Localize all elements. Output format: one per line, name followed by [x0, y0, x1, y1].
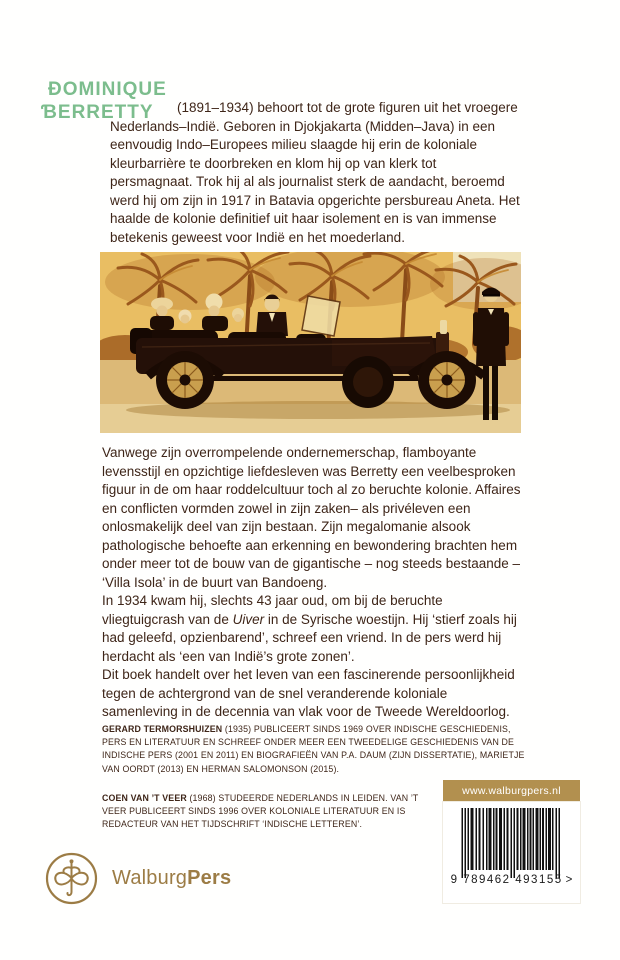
- bio-van-t-veer: [102, 792, 434, 832]
- back-cover-text: [102, 444, 521, 722]
- paragraph-death-end: in de Syrische woestijn. Hij ‘stierf zoals hij had geleefd, opzienbarend’, schreef een vriend. In de pers werd hij herdacht als ‘een van Indië’s grote zonen’.: [102, 611, 517, 664]
- barcode-bars: [454, 808, 569, 880]
- uiver-italic: Uiver: [232, 611, 265, 627]
- publisher-monogram-icon: [44, 851, 99, 906]
- book-title-line2: ƁERRETTY: [41, 102, 154, 123]
- bio-text: (1935) PUBLICEERT SINDS 1969 OVER INDISCHE GESCHIEDENIS, PERS EN LITERATUUR EN SCHREEF ONDER MEER EEN TWEEDELIGE GESCHIEDENIS VAN DE INDISCHE PERS (2001 EN 2011) EN BIOGRAFIEËN VAN P.A. DAUM (ZIJN DISSERTATIE), MARIETJE VAN OORDT (2013) EN HERMAN SALOMONSON (2015).: [102, 724, 525, 774]
- paragraph-career: Vanwege zijn overrompelende ondernemerschap, flamboyante levensstijl en opzichtige liefdesleven was Berretty een veelbesproken figuur in de om haar roddelcultuur toch al zo beruchte kolonie. Affaires en conflicten vormden zowel in zijn zaken– als privéleven een onlosmakelijk deel van zijn bestaan. Zijn megalomanie alsook pathologische behoefte aan erkenning en bewondering brachten hem onder meer tot de bouw van de gigantische – nog steeds bestaande – ‘Villa Isola’ in de buurt van Bandoeng.: [102, 445, 521, 590]
- paragraph-book-summary: Dit boek handelt over het leven van een fascinerende persoonlijkheid tegen de achtergrond van de snel veranderende koloniale samenleving in de decennia van vlak voor de Tweede Wereldoorlog.: [102, 667, 515, 719]
- barcode-arrow: >: [565, 874, 573, 886]
- publisher-name-bold: Pers: [187, 867, 232, 889]
- isbn-digits: [443, 874, 580, 886]
- bio-text: (1968) STUDEERDE NEDERLANDS IN LEIDEN. VAN ’T VEER PUBLICEERT SINDS 1996 OVER KOLONIALE LITERATUUR EN IS REDACTEUR VAN HET TIJDSCHRIFT ‘INDISCHE LETTEREN’.: [102, 792, 419, 830]
- publisher-name-light: Walburg: [112, 867, 188, 889]
- isbn-number: 9 789462 493155: [450, 874, 563, 886]
- vintage-car-photo-illustration: [100, 252, 521, 433]
- paragraph-death: [102, 592, 521, 666]
- bio-termorshuizen: [102, 723, 530, 776]
- intro-paragraph: (1891–1934) behoort tot de grote figuren uit het vroegere Nederlands–Indië. Geboren in Djokjakarta (Midden–Java) in een eenvoudig Indo–Europees milieu slaagde hij erin de koloniale kleurbarrière te doorbreken en klom hij op van klerk tot persmagnaat. Trok hij al als journalist sterk de aandacht, beroemd werd hij om zijn in 1917 in Batavia opgerichte persbureau Aneta. Het haalde de kolonie definitief uit haar isolement en is van immense betekenis geweest voor Indië en het moederland.: [110, 100, 520, 245]
- cover-photo: [100, 252, 521, 433]
- author-name: COEN VAN ’T VEER: [102, 792, 187, 803]
- isbn-barcode: [443, 802, 580, 903]
- publisher-website-label: www.walburgpers.nl: [443, 780, 580, 802]
- publisher-name: [112, 867, 231, 890]
- paragraph-death-start: In 1934 kwam hij, slechts 43 jaar oud, om bij de beruchte vliegtuigcrash van de: [102, 593, 443, 627]
- book-title-line1: ĐOMINIQUE: [48, 79, 167, 100]
- author-name: GERARD TERMORSHUIZEN: [102, 724, 223, 734]
